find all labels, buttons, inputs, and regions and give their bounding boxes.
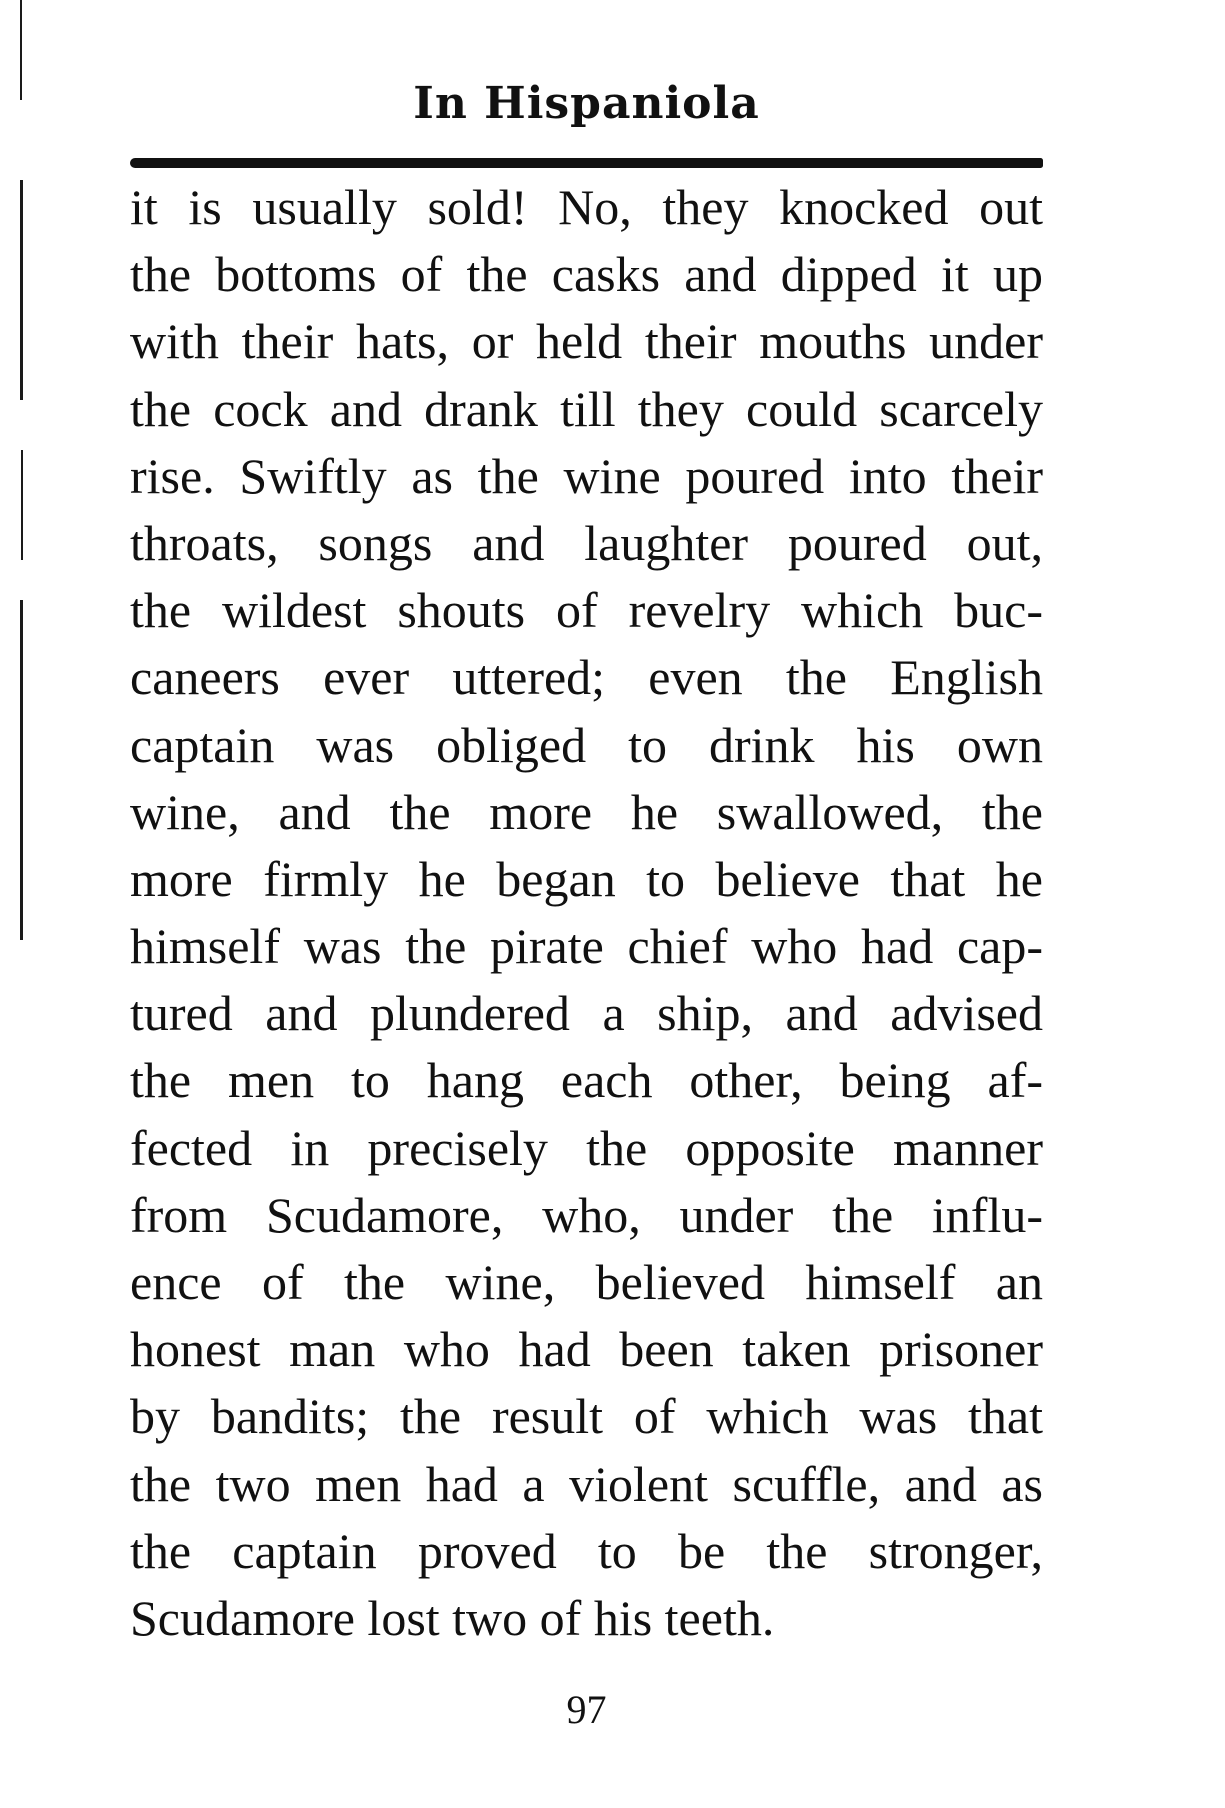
text-line: the captain proved to be the stronger,: [130, 1522, 1043, 1579]
text-line: the men to hang each other, being af-: [130, 1052, 1043, 1109]
text-line: it is usually sold! No, they knocked out: [130, 179, 1043, 235]
page-number: 97: [566, 1687, 607, 1732]
text-line: rise. Swiftly as the wine poured into their: [130, 447, 1043, 504]
text-line: the bottoms of the casks and dipped it up: [130, 246, 1043, 303]
text-line: honest man who had been taken prisoner: [130, 1321, 1043, 1378]
text-line: the two men had a violent scuffle, and as: [130, 1455, 1043, 1512]
text-line: ence of the wine, believed himself an: [130, 1254, 1043, 1310]
scan-edge-mark: [20, 180, 23, 400]
text-line: caneers ever uttered; even the English: [130, 649, 1043, 706]
running-head: In Hispaniola: [413, 78, 760, 129]
text-line: the cock and drank till they could scarcely: [130, 380, 1043, 437]
scan-edge-mark: [20, 600, 23, 940]
header-rule: [130, 158, 1043, 168]
body-text: [130, 174, 1043, 1652]
text-line: more firmly he began to believe that he: [130, 850, 1043, 907]
text-line: captain was obliged to drink his own: [130, 716, 1043, 773]
text-line: the wildest shouts of revelry which buc-: [130, 582, 1043, 639]
text-line: tured and plundered a ship, and advised: [130, 985, 1043, 1042]
text-line: from Scudamore, who, under the influ-: [130, 1186, 1043, 1243]
text-line: himself was the pirate chief who had cap-: [130, 918, 1043, 975]
text-line: fected in precisely the opposite manner: [130, 1119, 1043, 1176]
text-line: by bandits; the result of which was that: [130, 1388, 1043, 1445]
text-line: Scudamore lost two of his teeth.: [130, 1589, 775, 1646]
text-line: wine, and the more he swallowed, the: [130, 783, 1043, 840]
text-line: with their hats, or held their mouths under: [130, 313, 1043, 370]
scan-edge-mark: [21, 450, 23, 560]
text-line: throats, songs and laughter poured out,: [130, 514, 1043, 571]
scan-edge-mark: [20, 0, 22, 100]
